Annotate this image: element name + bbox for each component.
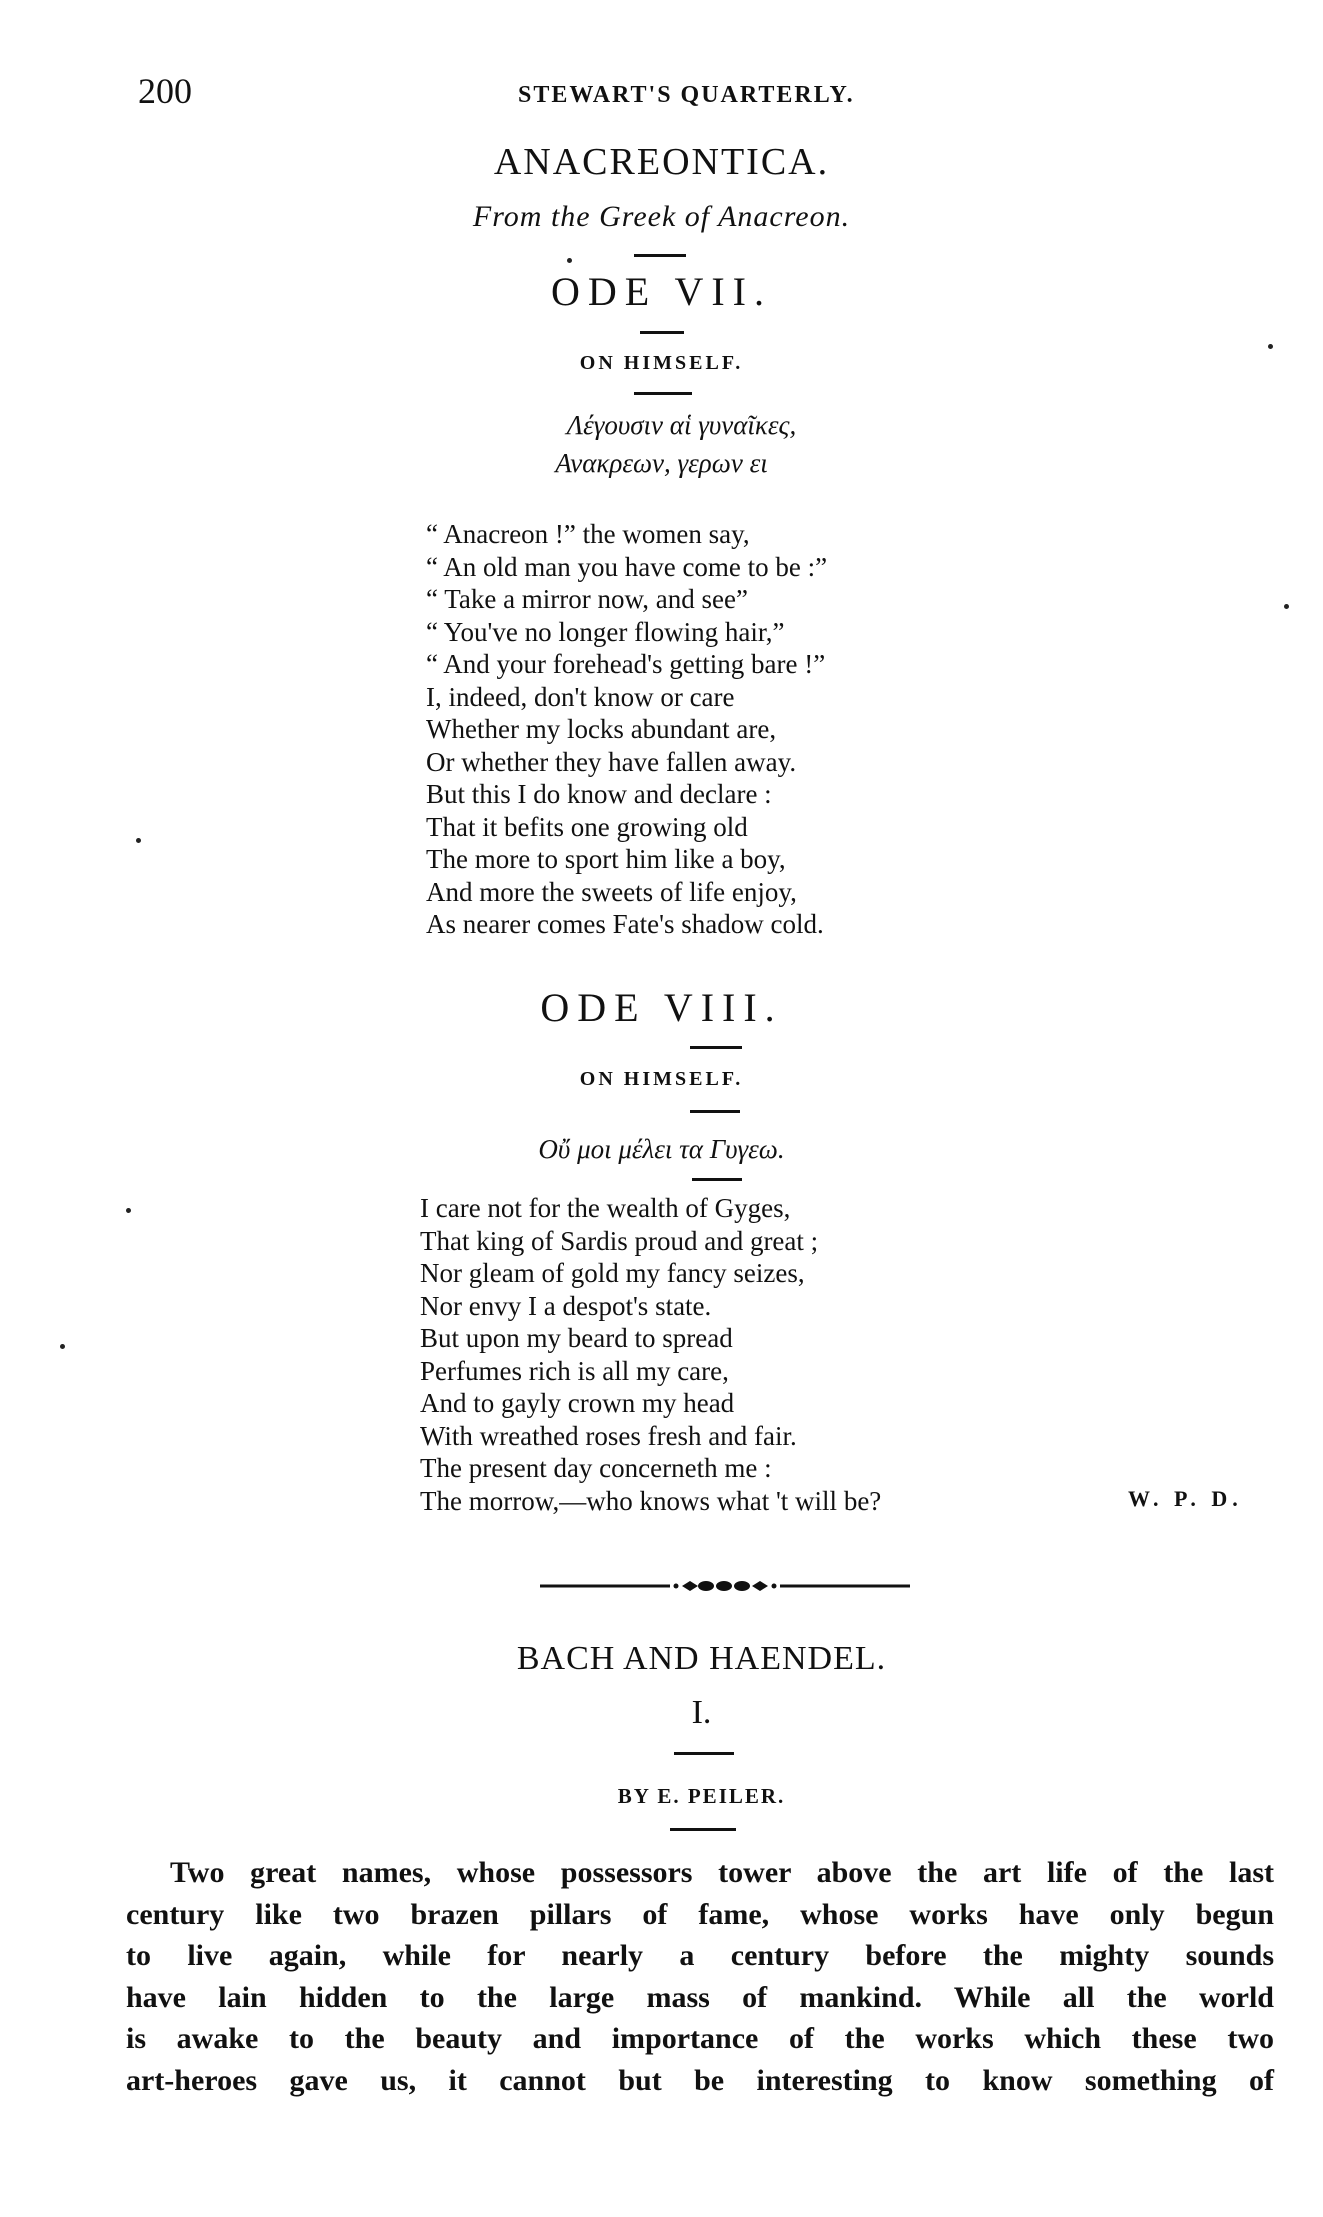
body-line: is awake to the beauty and importance of the works which these two — [126, 2022, 1274, 2055]
poem-line: I care not for the wealth of Gyges, — [420, 1193, 791, 1223]
body-line: Two great names, whose possessors tower above the art life of the last — [170, 1856, 1274, 1889]
poem-line: Or whether they have fallen away. — [426, 746, 797, 777]
article-part: I. — [691, 1694, 712, 1731]
poem-line: That king of Sardis proud and great ; — [420, 1225, 819, 1256]
poem-line: And to gayly crown my head — [420, 1388, 735, 1418]
divider-rule — [690, 1110, 740, 1113]
body-line: have lain hidden to the large mass of mankind. While all the world — [126, 1980, 1274, 2014]
ode-vii-subtitle: ON HIMSELF. — [579, 352, 744, 374]
poem-line: “ Take a mirror now, and see” — [426, 584, 748, 614]
scan-speck — [136, 838, 141, 843]
article-body — [126, 1852, 1274, 2101]
ode-vii-greek-line-1: Λέγουσιν αἱ γυναῖκες, — [566, 410, 797, 440]
ode-viii-greek: Οὔ μοι μέλει τα Γυγεω. — [538, 1134, 785, 1164]
ode-vii-poem — [426, 518, 827, 941]
poem-line: “ And your forehead's getting bare !” — [426, 649, 826, 679]
divider-rule — [692, 1178, 742, 1181]
poem-line: As nearer comes Fate's shadow cold. — [426, 909, 824, 939]
poem-line: The morrow,—who knows what 't will be? — [420, 1485, 882, 1516]
poem-line: The more to sport him like a boy, — [426, 844, 786, 874]
poem-line: Nor envy I a despot's state. — [420, 1290, 712, 1321]
poem-line: The present day concerneth me : — [420, 1453, 772, 1483]
divider-rule — [670, 1828, 736, 1831]
scan-speck — [60, 1344, 65, 1349]
poem-line: Nor gleam of gold my fancy seizes, — [420, 1258, 805, 1288]
scan-speck — [567, 258, 572, 263]
section-subtitle: From the Greek of Anacreon. — [472, 200, 851, 233]
ode-viii-subtitle: ON HIMSELF. — [579, 1068, 744, 1090]
poem-line: But upon my beard to spread — [420, 1323, 733, 1353]
poem-line: “ You've no longer flowing hair,” — [426, 616, 785, 647]
ode-vii-title: ODE VII. — [550, 269, 772, 314]
article-title: BACH AND HAENDEL. — [516, 1640, 887, 1677]
scan-speck — [126, 1208, 131, 1213]
body-line: art-heroes gave us, it cannot but be interesting to know something of — [126, 2063, 1274, 2097]
ode-vii-greek-line-2: Ανακρεων, γερων ει — [555, 448, 768, 478]
poem-line: I, indeed, don't know or care — [426, 681, 735, 712]
body-line: century like two brazen pillars of fame, whose works have only begun — [126, 1897, 1274, 1931]
body-line: to live again, while for nearly a century before the mighty sounds — [126, 1939, 1274, 1972]
divider-rule — [640, 331, 684, 334]
running-head: STEWART'S QUARTERLY. — [518, 82, 855, 108]
ode-viii-poem — [420, 1192, 881, 1517]
article-byline: BY E. PEILER. — [617, 1784, 786, 1808]
poem-line: “ Anacreon !” the women say, — [426, 519, 750, 549]
page-number: 200 — [138, 71, 192, 111]
signature: W. P. D. — [1128, 1486, 1243, 1511]
ode-viii-title: ODE VIII. — [540, 985, 783, 1030]
poem-line: Perfumes rich is all my care, — [420, 1355, 729, 1386]
poem-line: That it befits one growing old — [426, 811, 748, 842]
divider-rule — [634, 254, 686, 257]
poem-line: With wreathed roses fresh and fair. — [420, 1420, 797, 1451]
poem-line: “ An old man you have come to be :” — [426, 551, 828, 582]
section-title: ANACREONTICA. — [493, 141, 830, 183]
divider-rule — [690, 1046, 742, 1049]
poem-line: Whether my locks abundant are, — [426, 714, 777, 744]
divider-rule — [634, 392, 692, 395]
scan-speck — [1268, 344, 1273, 349]
poem-line: And more the sweets of life enjoy, — [426, 876, 797, 907]
scan-speck — [1284, 604, 1289, 609]
ornament-divider — [540, 1578, 910, 1594]
divider-rule — [674, 1752, 734, 1755]
poem-line: But this I do know and declare : — [426, 779, 772, 809]
